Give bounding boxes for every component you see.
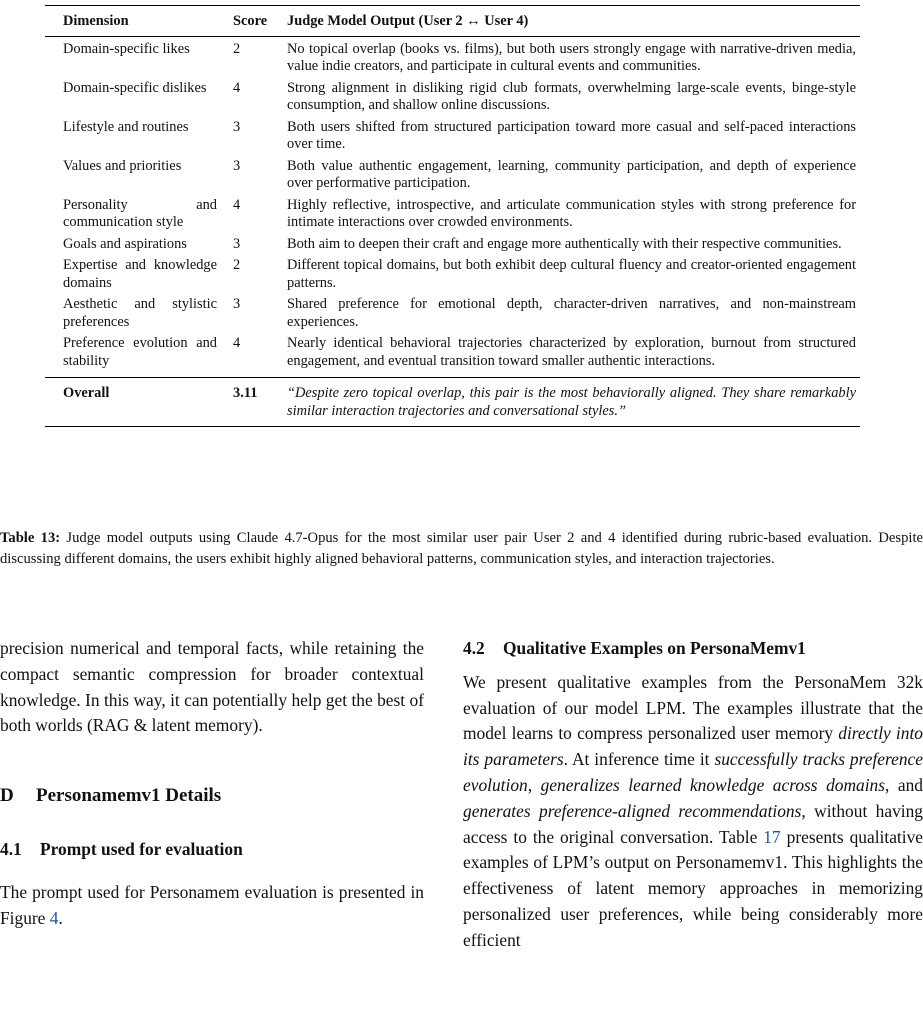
table-ref-link[interactable]: 17 (763, 826, 781, 847)
row-score: 2 (233, 257, 241, 273)
header-dimension: Dimension (63, 13, 129, 29)
row-score: 4 (233, 79, 241, 96)
left-column (0, 636, 424, 931)
subsection-number: 4.1 (0, 838, 22, 859)
table-row (45, 158, 860, 193)
row-output: Different topical domains, but both exhibit deep cultural fluency and creator-oriented engagement patterns. (287, 257, 856, 291)
table-row (45, 41, 860, 76)
table-overall-row (45, 378, 860, 426)
prompt-text-end: . (58, 907, 63, 928)
subsection-heading-prompt (0, 837, 424, 863)
row-score: 3 (233, 118, 241, 135)
caption-label: Table 13: (0, 530, 61, 546)
text-run: , without having access to the original conversation. Table (463, 800, 923, 847)
header-score: Score (233, 13, 268, 29)
row-output: Highly reflective, introspective, and articulate communication styles with strong preference for intimate interactions over crowded environments. (287, 196, 856, 230)
subsection-title: Qualitative Examples on PersonaMemv1 (503, 638, 806, 658)
section-heading (0, 783, 424, 809)
row-dimension (45, 257, 217, 292)
table-row (45, 80, 860, 115)
text-run: presents qualitative examples of LPM’s output on Personamemv1. This highlights the effectiveness of latent memory approaches in memorizing personalized user preferences, while being considerably more efficient (463, 826, 923, 950)
table-header-row (45, 6, 860, 36)
row-dimension-text: Personality and communication style (63, 196, 217, 230)
overall-output: “Despite zero topical overlap, this pair is the most behaviorally aligned. They share remarkably similar interaction trajectories and conversational styles.” (287, 385, 856, 419)
row-dimension-text: Preference evolution and stability (63, 335, 217, 369)
row-score: 4 (233, 335, 241, 351)
row-dimension-text: Goals and aspirations (63, 235, 187, 252)
prompt-text-start: The prompt used for Personamem evaluation is presented in Figure (0, 881, 424, 928)
row-dimension-text: Aesthetic and stylistic preferences (63, 296, 217, 330)
results-table (45, 5, 860, 427)
emphasis-run: directly into its parameters (463, 723, 923, 770)
row-dimension-text: Expertise and knowledge domains (63, 257, 217, 291)
left-intro-paragraph: precision numerical and temporal facts, while retaining the compact semantic compression for broader contextual knowledge. In this way, it can potentially help get the best of both worlds (RAG & latent memory). (0, 638, 424, 736)
emphasis-run: successfully tracks preference evolution (463, 749, 923, 795)
overall-label: Overall (63, 385, 110, 401)
header-output: Judge Model Output (User 2 ↔ User 4) (287, 13, 529, 29)
figure-ref-link[interactable]: 4 (49, 907, 59, 928)
prompt-paragraph (0, 880, 424, 932)
emphasis-run: generalizes learned knowledge across domains (540, 774, 886, 795)
row-dimension (45, 80, 217, 115)
row-dimension-text: Domain-specific likes (63, 40, 190, 57)
row-dimension (45, 335, 217, 370)
section-number: D (0, 785, 14, 807)
row-score: 2 (233, 40, 241, 57)
row-output: Nearly identical behavioral trajectories characterized by exploration, burnout from structured engagement, and eventual transition toward smaller authentic interactions. (287, 335, 856, 369)
right-column (463, 636, 923, 954)
row-output: Both users shifted from structured participation toward more casual and self-paced interactions over time. (287, 118, 856, 152)
row-output: Both aim to deepen their craft and engage more authentically with their respective communities. (287, 235, 842, 252)
text-run: , (527, 774, 541, 795)
table-row (45, 335, 860, 370)
row-dimension (45, 158, 217, 193)
text-run: We present qualitative examples from the PersonaMem 32k evaluation of our model LPM. The examples illustrate that the model learns to compress personalized user memory (463, 671, 923, 744)
table-bottom-rule (45, 426, 860, 427)
row-dimension (45, 41, 217, 76)
table-body (45, 37, 860, 378)
row-output: Strong alignment in disliking rigid club formats, overwhelming large-scale events, binge-style consumption, and shallow online discussions. (287, 79, 856, 113)
row-dimension (45, 119, 217, 154)
row-dimension-text: Values and priorities (63, 157, 182, 174)
table-row (45, 257, 860, 292)
table-row (45, 236, 860, 254)
row-output: Shared preference for emotional depth, character-driven narratives, and non-mainstream experiences. (287, 296, 856, 330)
subsection-heading-qualitative (463, 636, 923, 662)
emphasis-run: generates preference-aligned recommendations (463, 800, 802, 821)
table-row (45, 119, 860, 154)
section-title: Personamemv1 Details (36, 785, 222, 807)
row-score: 4 (233, 196, 241, 213)
row-dimension-text: Lifestyle and routines (63, 118, 189, 135)
row-output: No topical overlap (books vs. films), but both users strongly engage with narrative-driven media, value indie creators, and participate in cultural events and communities. (287, 40, 856, 74)
row-dimension-text: Domain-specific dislikes (63, 79, 207, 96)
caption-text: Judge model outputs using Claude 4.7-Opus for the most similar user pair User 2 and 4 identified during rubric-based evaluation. Despite discussing different domains, the users exhibit highly aligned behavioral patterns, communication styles, and interaction trajectories. (0, 530, 923, 567)
subsection-number: 4.2 (463, 638, 485, 658)
row-dimension (45, 236, 217, 254)
table-row (45, 197, 860, 232)
table-row (45, 296, 860, 331)
table-caption (0, 528, 923, 570)
row-score: 3 (233, 296, 241, 312)
row-output: Both value authentic engagement, learning, community participation, and depth of experience over performative participation. (287, 157, 856, 191)
row-score: 3 (233, 157, 241, 174)
qualitative-paragraph (463, 670, 923, 954)
row-score: 3 (233, 235, 241, 252)
subsection-title: Prompt used for evaluation (40, 838, 243, 859)
row-dimension (45, 197, 217, 232)
overall-score: 3.11 (233, 385, 258, 401)
text-run: , and (885, 774, 923, 795)
text-run: . At inference time it (563, 749, 715, 770)
row-dimension (45, 296, 217, 331)
